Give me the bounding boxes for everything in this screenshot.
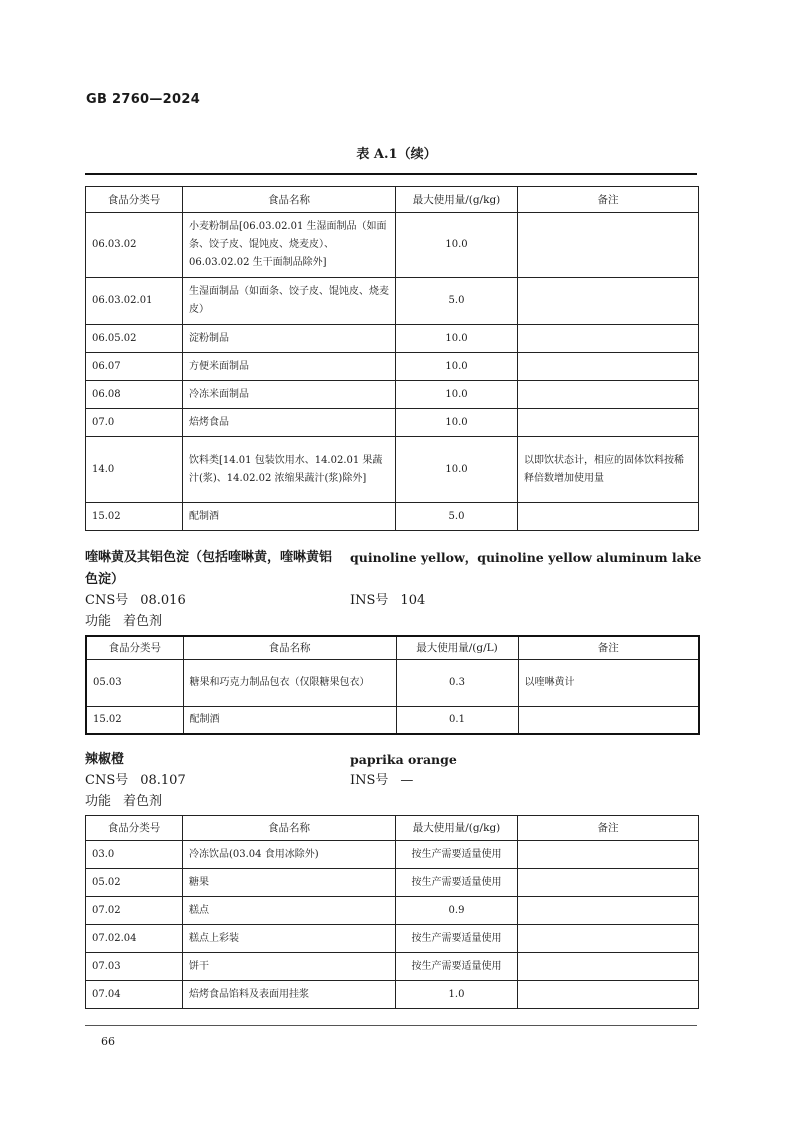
food-name: 糕点上彩装	[183, 925, 396, 953]
additive-name-en: quinoline yellow，quinoline yellow aluminum lake	[350, 550, 702, 565]
table-row	[86, 213, 699, 278]
food-name: 焙烤食品	[183, 409, 396, 437]
note	[518, 503, 699, 531]
ins-label: INS号	[350, 773, 389, 788]
max-usage: 10.0	[396, 409, 518, 437]
standard-number: GB 2760—2024	[86, 92, 201, 107]
note	[518, 325, 699, 353]
note	[518, 897, 699, 925]
food-code: 07.02	[86, 897, 183, 925]
food-name: 生湿面制品（如面条、饺子皮、馄饨皮、烧麦皮）	[183, 278, 396, 325]
cns-value: 08.016	[140, 593, 186, 608]
cns-label: CNS号	[85, 773, 129, 788]
food-code: 14.0	[86, 437, 183, 503]
header-food-name: 食品名称	[183, 187, 396, 213]
food-code: 07.02.04	[86, 925, 183, 953]
header-max-usage: 最大使用量/(g/L)	[396, 636, 518, 659]
food-code: 03.0	[86, 841, 183, 869]
max-usage: 10.0	[396, 353, 518, 381]
food-name: 配制酒	[183, 503, 396, 531]
header-max-usage: 最大使用量/(g/kg)	[396, 187, 518, 213]
food-code: 06.07	[86, 353, 183, 381]
max-usage: 1.0	[396, 981, 518, 1009]
ins-value: —	[400, 773, 414, 788]
max-usage: 10.0	[396, 437, 518, 503]
food-code: 15.02	[86, 706, 183, 734]
header-note: 备注	[518, 636, 699, 659]
note	[518, 213, 699, 278]
max-usage: 10.0	[396, 213, 518, 278]
food-name: 小麦粉制品[06.03.02.01 生湿面制品（如面条、饺子皮、馄饨皮、烧麦皮）、06.03.02.02 生干面制品除外]	[183, 213, 396, 278]
additive-name-zh: 喹啉黄及其铝色淀（包括喹啉黄，喹啉黄铝色淀）	[85, 550, 333, 587]
table-header-row	[86, 187, 699, 213]
max-usage: 0.3	[396, 659, 518, 706]
quinoline-yellow-table	[85, 635, 700, 735]
table-row	[86, 706, 699, 734]
function-value: 着色剂	[123, 794, 163, 809]
note: 以即饮状态计，相应的固体饮料按稀释倍数增加使用量	[518, 437, 699, 503]
food-name: 糖果	[183, 869, 396, 897]
ins-line	[350, 771, 413, 791]
note	[518, 278, 699, 325]
food-name: 糕点	[183, 897, 396, 925]
food-code: 06.05.02	[86, 325, 183, 353]
table-row	[86, 841, 699, 869]
table-row	[86, 925, 699, 953]
max-usage: 按生产需要适量使用	[396, 841, 518, 869]
max-usage: 5.0	[396, 503, 518, 531]
table-row	[86, 278, 699, 325]
max-usage: 0.1	[396, 706, 518, 734]
footer-rule	[85, 1025, 697, 1026]
header-food-code: 食品分类号	[86, 187, 183, 213]
table-row	[86, 381, 699, 409]
note	[518, 869, 699, 897]
table-row	[86, 953, 699, 981]
max-usage: 按生产需要适量使用	[396, 953, 518, 981]
ins-value: 104	[400, 593, 426, 608]
food-code: 06.03.02	[86, 213, 183, 278]
note	[518, 409, 699, 437]
note	[518, 353, 699, 381]
food-name: 冷冻饮品(03.04 食用冰除外)	[183, 841, 396, 869]
food-code: 07.0	[86, 409, 183, 437]
page-number: 66	[101, 1035, 115, 1048]
table-row	[86, 659, 699, 706]
food-name: 饮料类[14.01 包装饮用水、14.02.01 果蔬汁(浆)、14.02.02 浓缩果蔬汁(浆)除外]	[183, 437, 396, 503]
table-row	[86, 981, 699, 1009]
note: 以喹啉黄计	[518, 659, 699, 706]
top-rule	[85, 173, 697, 175]
note	[518, 953, 699, 981]
header-food-code: 食品分类号	[86, 816, 183, 841]
additive-name-zh: 辣椒橙	[85, 752, 125, 767]
food-code: 06.03.02.01	[86, 278, 183, 325]
note	[518, 381, 699, 409]
ins-line	[350, 591, 425, 611]
ins-label: INS号	[350, 593, 389, 608]
table-row	[86, 353, 699, 381]
food-name: 饼干	[183, 953, 396, 981]
note	[518, 841, 699, 869]
food-name: 冷冻米面制品	[183, 381, 396, 409]
food-code: 06.08	[86, 381, 183, 409]
max-usage: 10.0	[396, 381, 518, 409]
table-row	[86, 325, 699, 353]
header-note: 备注	[518, 187, 699, 213]
food-name: 焙烤食品馅料及表面用挂浆	[183, 981, 396, 1009]
header-food-name: 食品名称	[183, 816, 396, 841]
max-usage: 10.0	[396, 325, 518, 353]
paprika-orange-table	[85, 815, 699, 1009]
max-usage: 0.9	[396, 897, 518, 925]
table-row	[86, 409, 699, 437]
food-name: 糖果和巧克力制品包衣（仅限糖果包衣）	[183, 659, 396, 706]
food-code: 07.03	[86, 953, 183, 981]
table-header-row	[86, 636, 699, 659]
header-max-usage: 最大使用量/(g/kg)	[396, 816, 518, 841]
food-name: 淀粉制品	[183, 325, 396, 353]
additive-table-continued	[85, 186, 699, 531]
max-usage: 按生产需要适量使用	[396, 925, 518, 953]
cns-line	[85, 771, 186, 791]
food-name: 配制酒	[183, 706, 396, 734]
cns-label: CNS号	[85, 593, 129, 608]
max-usage: 按生产需要适量使用	[396, 869, 518, 897]
function-label: 功能	[85, 794, 112, 809]
food-code: 15.02	[86, 503, 183, 531]
function-label: 功能	[85, 614, 112, 629]
header-food-name: 食品名称	[183, 636, 396, 659]
food-code: 05.03	[86, 659, 183, 706]
table-caption: 表 A.1（续）	[356, 147, 437, 162]
header-note: 备注	[518, 816, 699, 841]
cns-value: 08.107	[140, 773, 186, 788]
food-name: 方便米面制品	[183, 353, 396, 381]
table-row	[86, 869, 699, 897]
note	[518, 706, 699, 734]
note	[518, 925, 699, 953]
food-code: 05.02	[86, 869, 183, 897]
table-row	[86, 437, 699, 503]
additive-name-en: paprika orange	[350, 752, 457, 767]
table-row	[86, 503, 699, 531]
table-row	[86, 897, 699, 925]
food-code: 07.04	[86, 981, 183, 1009]
max-usage: 5.0	[396, 278, 518, 325]
table-header-row	[86, 816, 699, 841]
function-value: 着色剂	[123, 614, 163, 629]
note	[518, 981, 699, 1009]
function-line	[85, 612, 162, 632]
function-line	[85, 792, 162, 812]
cns-line	[85, 591, 186, 611]
header-food-code: 食品分类号	[86, 636, 183, 659]
